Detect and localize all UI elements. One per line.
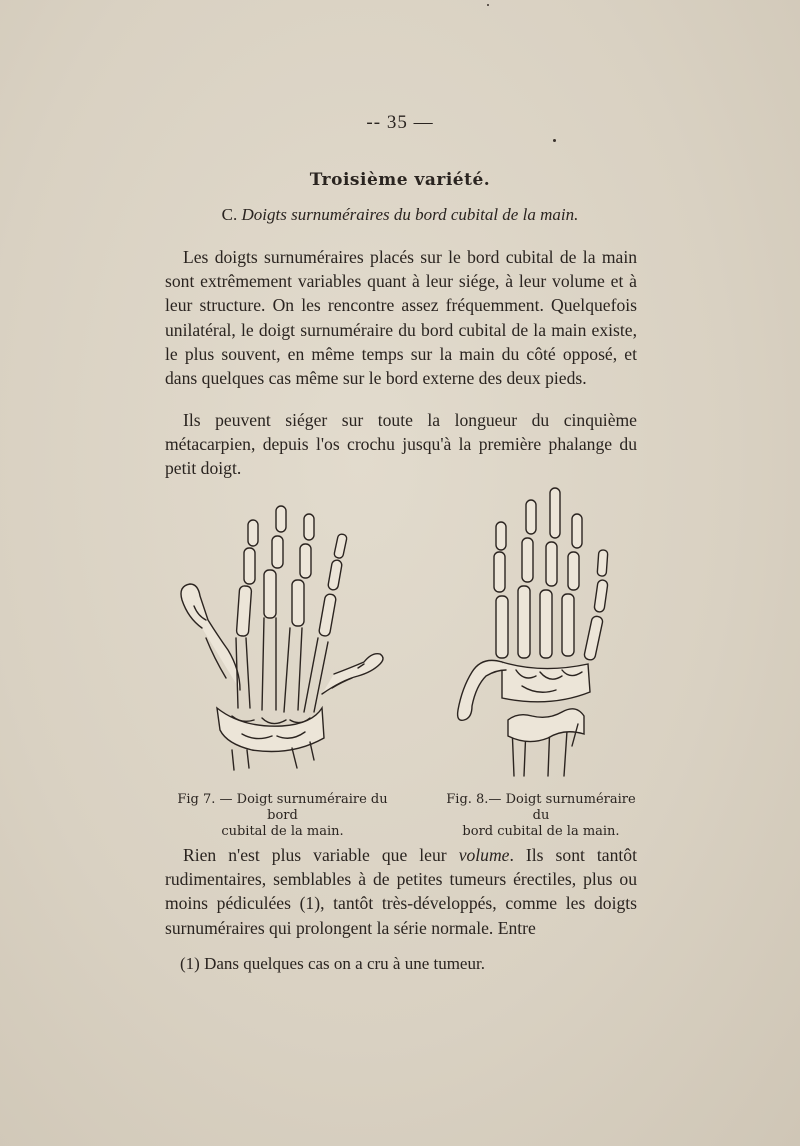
paragraph-1: [165, 245, 637, 390]
figure-7-caption-line-2: cubital de la main.: [221, 824, 344, 839]
paragraph-3: [165, 843, 637, 940]
footnote: (1) Dans quelques cas on a cru à une tumeur.: [180, 954, 485, 973]
paragraph-1-text: Les doigts surnuméraires placés sur le bord cubital de la main sont extrêmement variables quant à leur siége, à leur volume et à leur structure. On les rencontre assez fréquemment. Quelquefois unilatéral, le doigt surnuméraire du bord cubital de la main existe, le plus souvent, en même temps sur la main du côté opposé, et dans quelques cas même sur le bord externe des deux pieds.: [165, 247, 637, 389]
page-number: -- 35 —: [366, 112, 434, 133]
subtitle-letter: C.: [221, 205, 238, 224]
paragraph-3-text: [165, 843, 637, 940]
subtitle: [0, 205, 800, 225]
ink-speck: [553, 139, 556, 142]
figure-8-caption-line-1: Fig. 8.— Doigt surnuméraire du: [446, 792, 636, 823]
figure-8-caption: [436, 792, 646, 840]
paragraph-2-text: Ils peuvent siéger sur toute la longueur du cinquième métacarpien, depuis l'os crochu jusqu'à la première phalange du petit doigt.: [165, 410, 637, 479]
figure-7-caption: [160, 792, 405, 840]
subtitle-text: Doigts surnuméraires du bord cubital de la main.: [241, 205, 579, 224]
paragraph-2: [165, 408, 637, 481]
figure-8-caption-line-2: bord cubital de la main.: [462, 824, 620, 839]
paragraph-3-before: Rien n'est plus variable que leur: [183, 845, 459, 865]
figure-8-hand-skeleton: [452, 486, 622, 778]
figure-7-caption-line-1: Fig 7. — Doigt surnuméraire du bord: [177, 792, 388, 823]
paragraph-3-after: . Ils sont tantôt rudimentaires, semblables à de petites tumeurs érectiles, plus ou moins pédiculées (1), tantôt très-développés, comme les doigts surnuméraires qui prolongent la série normale. Entre: [165, 845, 637, 938]
paragraph-3-italic: volume: [458, 845, 510, 865]
figure-7-hand-skeleton: [172, 498, 387, 773]
ink-speck: [487, 4, 489, 6]
section-title: Troisième variété.: [309, 170, 491, 190]
